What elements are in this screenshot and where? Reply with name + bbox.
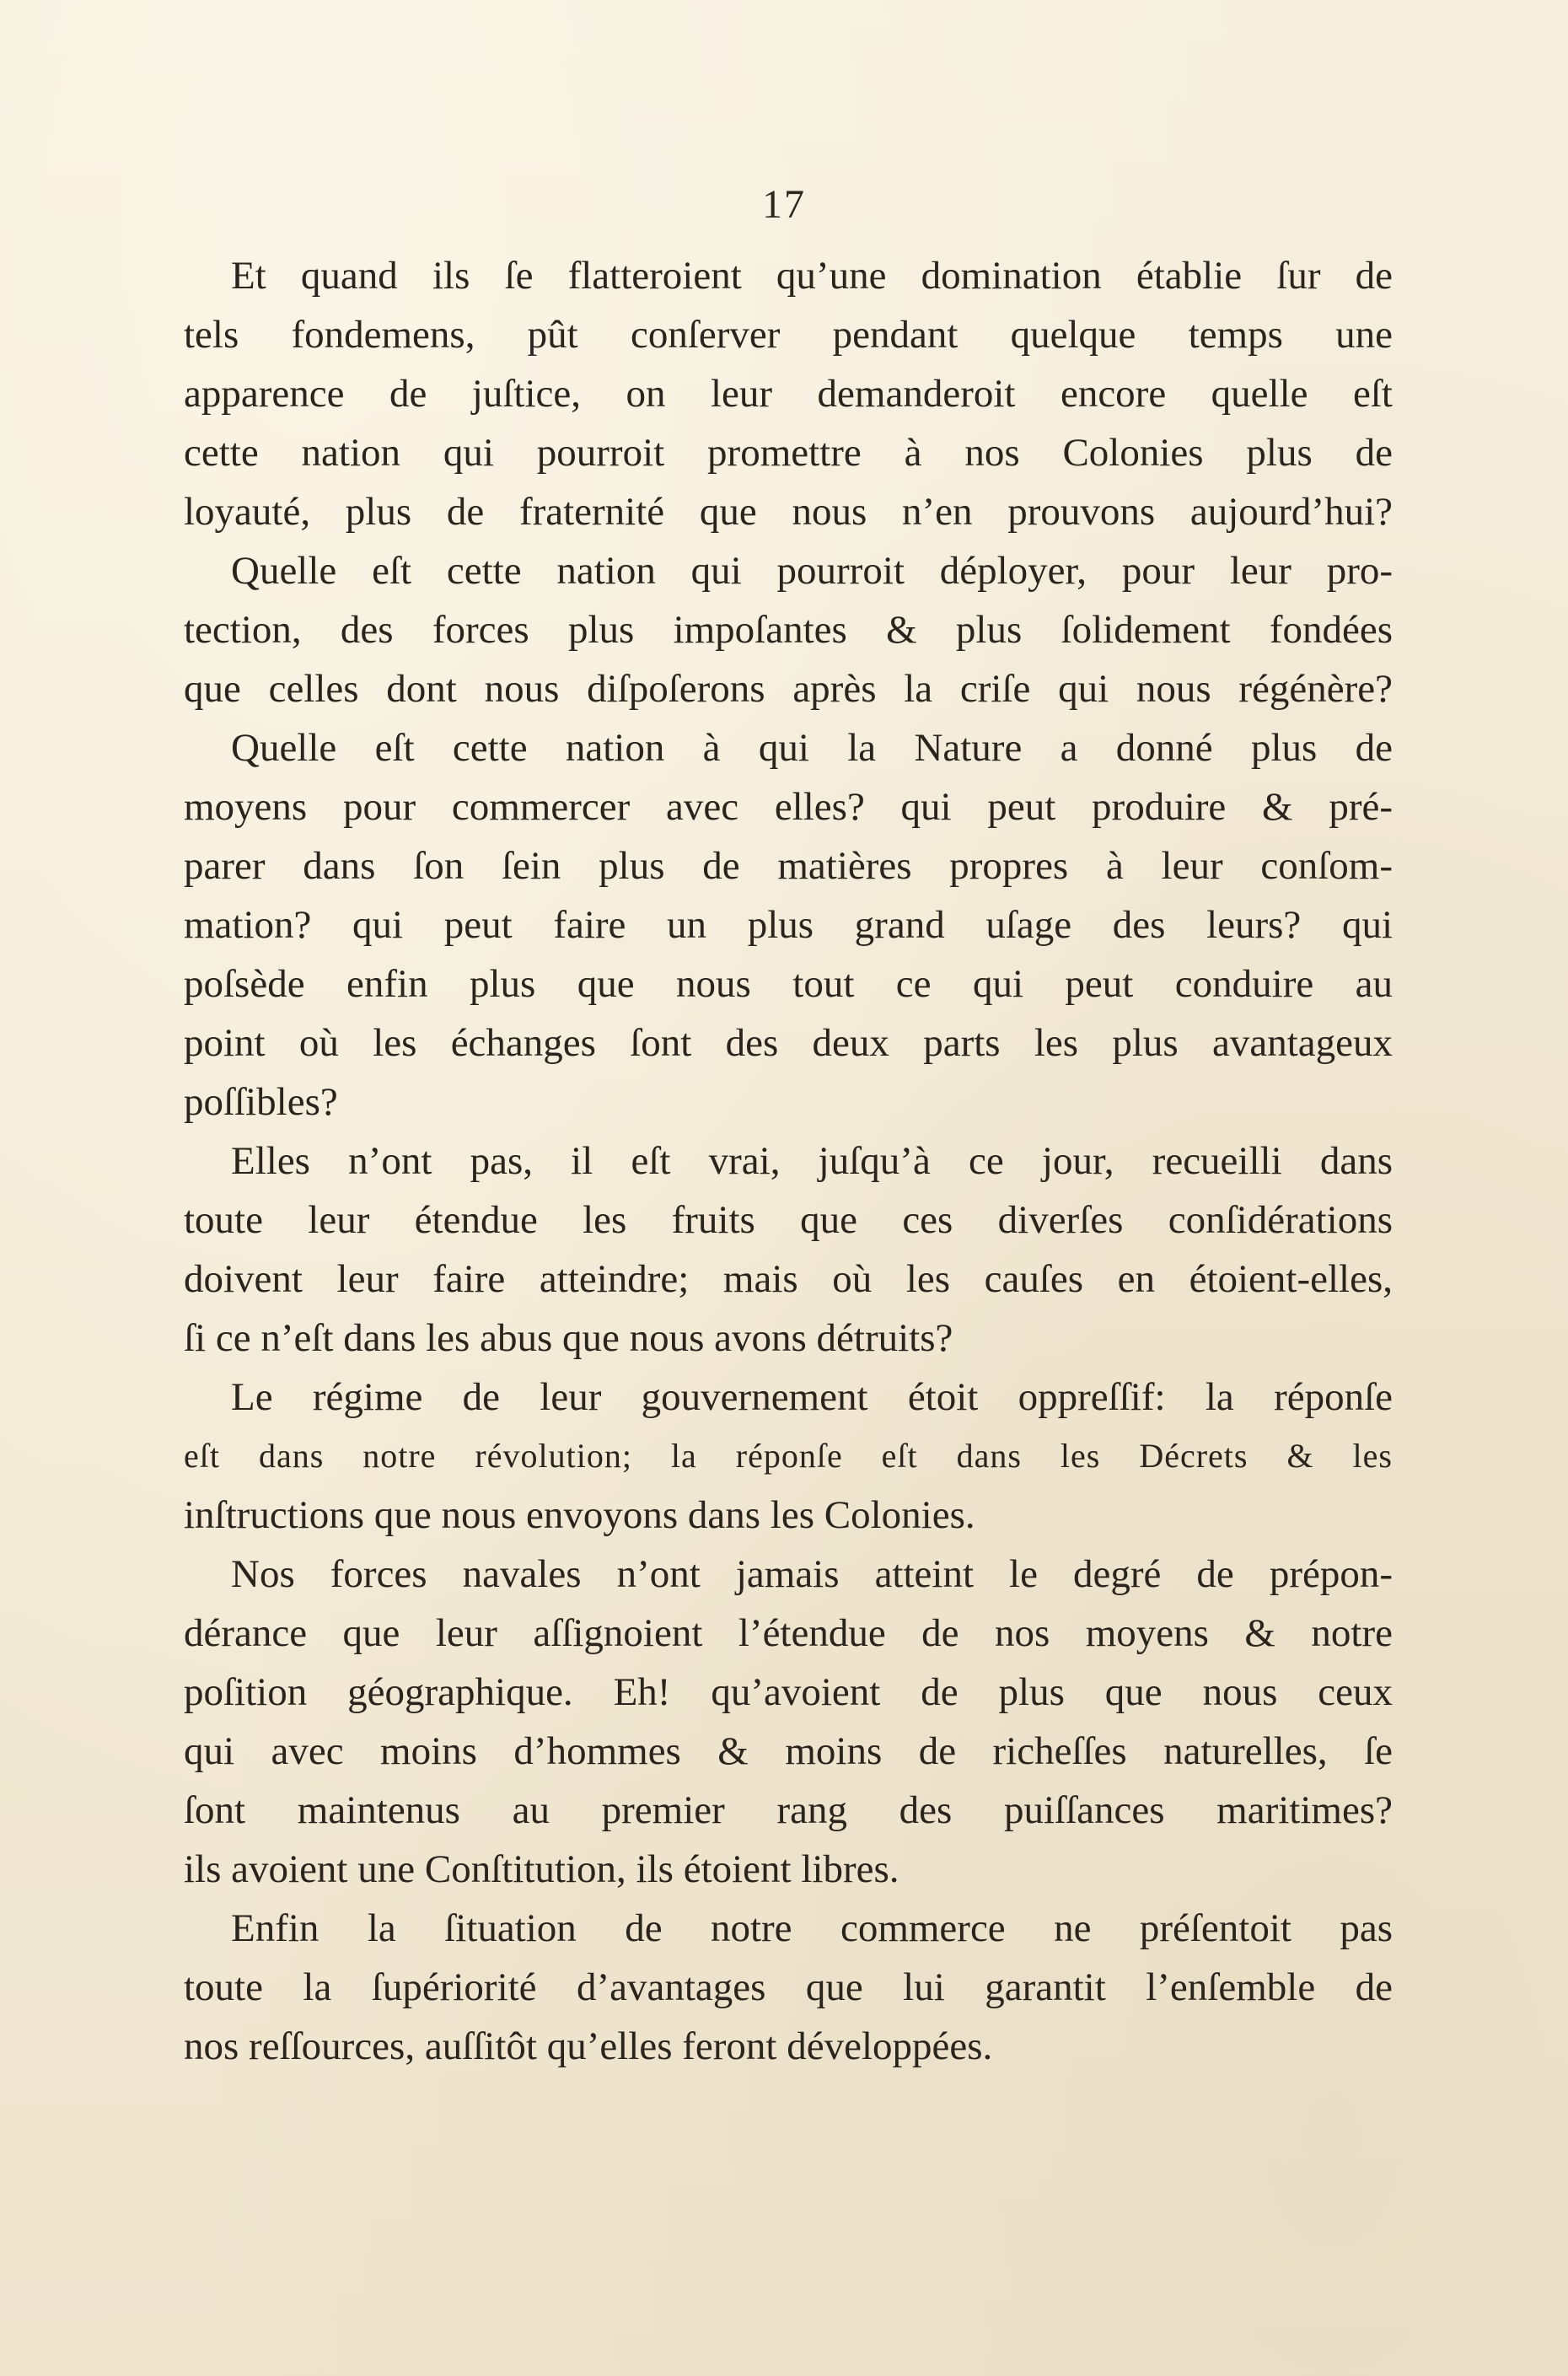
text-line: nos reſſources, auſſitôt qu’elles feront développées.: [184, 2024, 993, 2068]
paragraph-7: [184, 1899, 1393, 2076]
page-number: 17: [762, 182, 806, 227]
text-line: Quelle eſt cette nation à qui la Nature a donné plus de: [231, 726, 1393, 770]
text-line: poſition géographique. Eh! qu’avoient de plus que nous ceux: [184, 1670, 1393, 1714]
text-line: Quelle eſt cette nation qui pourroit déployer, pour leur pro-: [231, 549, 1393, 593]
paragraph-4: [184, 1132, 1393, 1368]
text-line: dérance que leur aſſignoient l’étendue de nos moyens & notre: [184, 1611, 1393, 1655]
text-line: Nos forces navales n’ont jamais atteint le degré de prépon-: [231, 1552, 1393, 1596]
text-line: inſtructions que nous envoyons dans les Colonies.: [184, 1493, 975, 1537]
paragraph-3: [184, 718, 1393, 1132]
text-line: apparence de juſtice, on leur demanderoit encore quelle eſt: [184, 372, 1393, 416]
text-line: ils avoient une Conſtitution, ils étoient libres.: [184, 1847, 899, 1891]
text-line: point où les échanges ſont des deux parts les plus avantageux: [184, 1021, 1393, 1065]
text-line: poſſibles?: [184, 1080, 338, 1124]
body-text: [184, 246, 1393, 2076]
text-line: ſont maintenus au premier rang des puiſſances maritimes?: [184, 1788, 1393, 1832]
text-line: doivent leur faire atteindre; mais où les cauſes en étoient-elles,: [184, 1257, 1393, 1301]
text-line: poſsède enfin plus que nous tout ce qui peut conduire au: [184, 962, 1393, 1006]
paragraph-6: [184, 1545, 1393, 1899]
text-line: que celles dont nous diſpoſerons après la criſe qui nous régénère?: [184, 667, 1393, 711]
paragraph-1: [184, 246, 1393, 541]
text-line: Le régime de leur gouvernement étoit oppreſſif: la réponſe: [231, 1375, 1393, 1419]
text-line: Enfin la ſituation de notre commerce ne préſentoit pas: [231, 1906, 1393, 1950]
text-line: parer dans ſon ſein plus de matières propres à leur conſom-: [184, 844, 1393, 888]
text-line: tels fondemens, pût conſerver pendant quelque temps une: [184, 313, 1393, 357]
text-line: tection, des forces plus impoſantes & plus ſolidement fondées: [184, 608, 1393, 652]
text-line: Elles n’ont pas, il eſt vrai, juſqu’à ce jour, recueilli dans: [231, 1139, 1393, 1183]
text-line: toute leur étendue les fruits que ces diverſes conſidérations: [184, 1198, 1393, 1242]
text-line: loyauté, plus de fraternité que nous n’en prouvons aujourd’hui?: [184, 490, 1393, 534]
text-line: ſi ce n’eſt dans les abus que nous avons détruits?: [184, 1316, 953, 1360]
text-line: mation? qui peut faire un plus grand uſage des leurs? qui: [184, 903, 1393, 947]
paragraph-5: [184, 1368, 1393, 1545]
text-line: Et quand ils ſe flatteroient qu’une domination établie ſur de: [231, 254, 1393, 298]
text-line: toute la ſupériorité d’avantages que lui garantit l’enſemble de: [184, 1965, 1393, 2009]
text-line: moyens pour commercer avec elles? qui peut produire & pré-: [184, 785, 1393, 829]
text-line: eſt dans notre révolution; la réponſe eſt dans les Décrets & les: [184, 1437, 1393, 1475]
text-line: cette nation qui pourroit promettre à nos Colonies plus de: [184, 431, 1393, 475]
text-line: qui avec moins d’hommes & moins de richeſſes naturelles, ſe: [184, 1729, 1393, 1773]
paragraph-2: [184, 541, 1393, 718]
